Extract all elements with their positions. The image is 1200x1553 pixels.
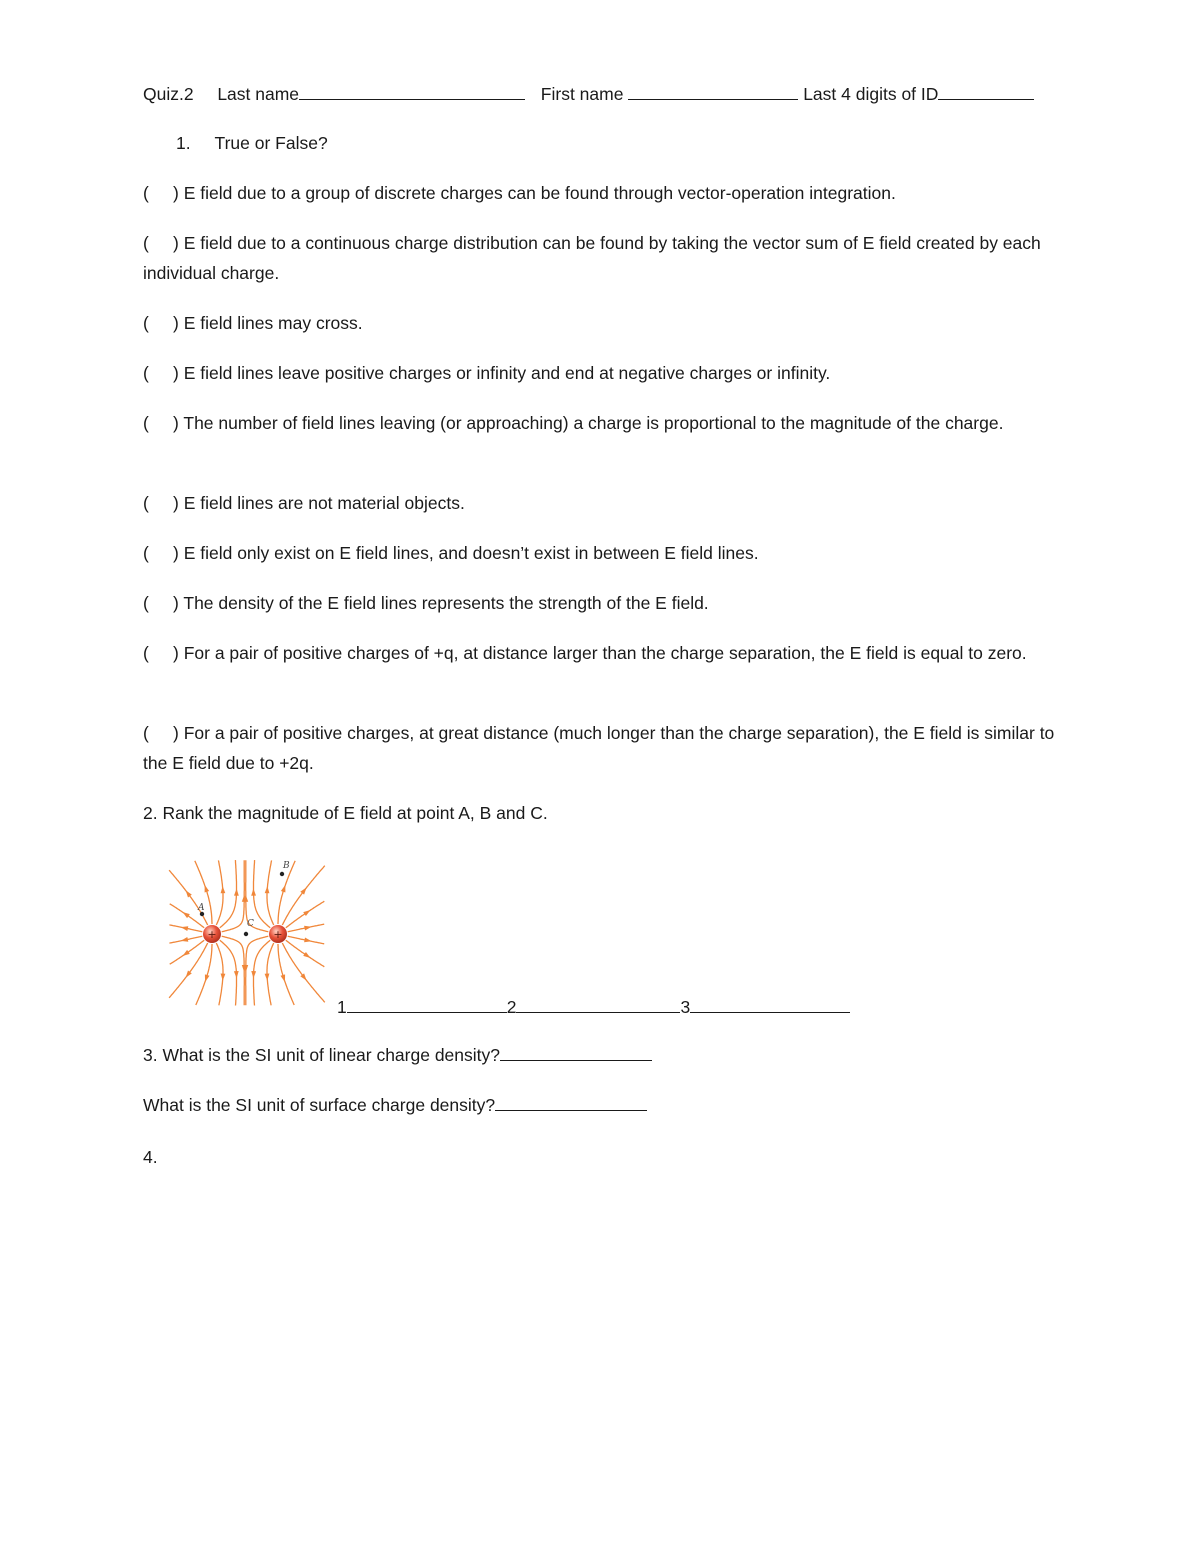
field-arrow: [303, 952, 310, 958]
rank-blank-2[interactable]: [516, 994, 680, 1013]
field-arrow: [181, 937, 189, 942]
field-arrow: [183, 912, 190, 918]
answer-paren[interactable]: (: [143, 233, 149, 253]
field-arrow: [205, 885, 210, 893]
answer-paren[interactable]: (: [143, 593, 149, 613]
point-b-label: B: [283, 861, 290, 871]
tf-item: ( ) For a pair of positive charges, at great distance (much longer than the charge separation), the E field is similar to the E field due to +2q.: [143, 718, 1063, 778]
field-line: [196, 944, 212, 1005]
answer-paren[interactable]: (: [143, 543, 149, 563]
rank-label-2: 2: [506, 997, 517, 1017]
q1-number: 1.: [176, 133, 191, 153]
tf-item: ( ) For a pair of positive charges of +q, at distance larger than the charge separation, the E field is equal to zero.: [143, 638, 1063, 668]
field-line: [222, 936, 245, 1005]
answer-paren[interactable]: (: [143, 493, 149, 513]
tf-item-text: For a pair of positive charges, at great distance (much longer than the charge separation), the E field is similar to the E field due to +2q.: [143, 723, 1055, 773]
field-arrow: [221, 974, 226, 981]
rank-blank-1[interactable]: [347, 994, 507, 1013]
field-arrow: [265, 886, 270, 893]
field-arrow: [221, 886, 226, 893]
field-arrow: [205, 974, 210, 982]
tf-item: ( ) The density of the E field lines represents the strength of the E field.: [143, 588, 709, 618]
field-line: [254, 940, 271, 1005]
tf-item-text: E field lines leave positive charges or infinity and end at negative charges or infinity.: [183, 363, 831, 383]
q3-blank-linear[interactable]: [500, 1042, 652, 1061]
id-blank[interactable]: [938, 81, 1034, 100]
id-label: Last 4 digits of ID: [803, 84, 939, 104]
q1-title: True or False?: [214, 133, 328, 153]
header-line: [143, 79, 1034, 109]
last-name-label: Last name: [217, 84, 300, 104]
left-charge-sign: +: [207, 928, 217, 941]
field-arrow: [183, 950, 190, 956]
q3-blank-surface[interactable]: [495, 1092, 647, 1111]
answer-paren[interactable]: (: [143, 723, 149, 743]
field-arrow: [303, 910, 310, 916]
q3-text-linear: 3. What is the SI unit of linear charge density?: [143, 1045, 500, 1065]
answer-paren[interactable]: (: [143, 643, 149, 663]
tf-item: ( ) E field due to a continuous charge distribution can be found by taking the vector sum of E field created by each individual charge.: [143, 228, 1063, 288]
tf-item-text: The density of the E field lines represents the strength of the E field.: [183, 593, 709, 613]
point-c-dot: [244, 932, 248, 936]
rank-answer-line: [337, 992, 850, 1022]
point-c-label: C: [247, 919, 254, 929]
answer-paren[interactable]: (: [143, 313, 149, 333]
field-arrow: [234, 971, 239, 978]
quiz-label: Quiz.2: [143, 84, 194, 104]
q4-text: 4.: [143, 1147, 158, 1167]
tf-item: ( ) E field lines may cross.: [143, 308, 363, 338]
q3-line-1: [143, 1040, 652, 1070]
field-line: [220, 940, 237, 1005]
rank-blank-3[interactable]: [690, 994, 850, 1013]
tf-item: ( ) E field lines are not material objects.: [143, 488, 465, 518]
field-arrow: [234, 889, 239, 896]
tf-item-text: E field due to a continuous charge distribution can be found by taking the vector sum of E field created by each individual charge.: [143, 233, 1041, 283]
field-line: [278, 944, 294, 1005]
field-lines-diagram: [167, 858, 327, 1008]
rank-label-1: 1: [337, 997, 347, 1017]
field-line: [220, 860, 237, 928]
field-line: [222, 860, 245, 932]
right-charge-sign: +: [273, 928, 283, 941]
answer-paren[interactable]: (: [143, 413, 149, 433]
tf-item: ( ) E field only exist on E field lines, and doesn’t exist in between E field lines.: [143, 538, 759, 568]
point-b-dot: [280, 872, 284, 876]
field-arrow: [265, 974, 270, 981]
field-arrow: [281, 974, 286, 982]
tf-item: ( ) E field lines leave positive charges or infinity and end at negative charges or infinity.: [143, 358, 830, 388]
q2-text: 2. Rank the magnitude of E field at point A, B and C.: [143, 803, 548, 823]
field-line: [246, 936, 269, 1005]
q3-line-2: [143, 1090, 647, 1120]
first-name-blank[interactable]: [628, 81, 798, 100]
field-arrow: [281, 885, 286, 893]
tf-item: ( ) The number of field lines leaving (or approaching) a charge is proportional to the magnitude of the charge.: [143, 408, 1063, 438]
point-a-label: A: [198, 903, 205, 913]
tf-item-text: E field lines are not material objects.: [183, 493, 465, 513]
tf-item-text: E field only exist on E field lines, and doesn’t exist in between E field lines.: [183, 543, 759, 563]
last-name-blank[interactable]: [299, 81, 525, 100]
tf-item: ( ) E field due to a group of discrete charges can be found through vector-operation integration.: [143, 178, 896, 208]
field-arrow: [251, 889, 256, 896]
q3-text-surface: What is the SI unit of surface charge density?: [143, 1095, 496, 1115]
field-arrow: [251, 971, 256, 978]
tf-item-text: E field due to a group of discrete charges can be found through vector-operation integration.: [183, 183, 896, 203]
answer-paren[interactable]: (: [143, 183, 149, 203]
tf-item-text: E field lines may cross.: [183, 313, 363, 333]
rank-label-3: 3: [680, 997, 691, 1017]
tf-item-text: For a pair of positive charges of +q, at distance larger than the charge separation, the E field is equal to zero.: [183, 643, 1027, 663]
tf-item-text: The number of field lines leaving (or approaching) a charge is proportional to the magnitude of the charge.: [183, 413, 1004, 433]
answer-paren[interactable]: (: [143, 363, 149, 383]
first-name-label: First name: [540, 84, 624, 104]
field-arrow: [181, 926, 189, 931]
q1-heading: [176, 128, 328, 158]
field-line: [254, 860, 271, 928]
